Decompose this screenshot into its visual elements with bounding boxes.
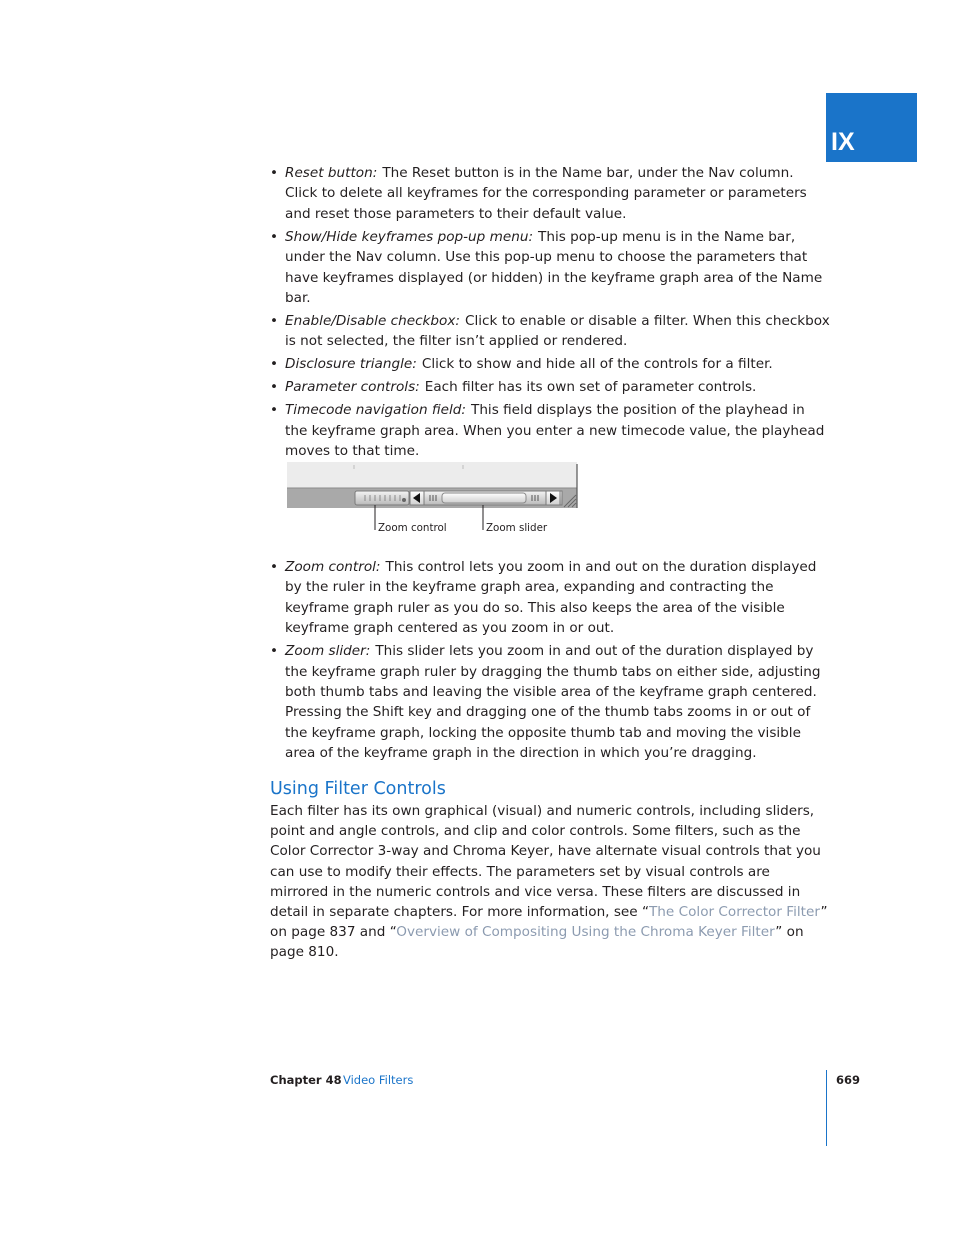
paragraph-text: Each filter has its own graphical (visual) and numeric controls, including sliders, point and angle controls, and clip and color controls. Some filters, such as the Color Corrector 3-way and Chroma Keyer, have alternate visual controls that you can use to modify their effects. The parameters set by visual controls are mirrored in the numeric controls and vice versa. These filters are discussed in detail in separate chapters. For more information, see “ bbox=[270, 803, 821, 921]
term: Disclosure triangle: bbox=[285, 356, 417, 373]
list-item-disclosure-triangle bbox=[270, 354, 830, 374]
description: Click to show and hide all of the controls for a filter. bbox=[421, 356, 773, 373]
section-paragraph bbox=[270, 801, 830, 963]
description: This pop-up menu is in the Name bar, under the Nav column. Use this pop-up menu to choose the parameters that have keyframes displayed (or hidden) in the keyframe graph area of the Name bar. bbox=[285, 228, 823, 307]
description: This control lets you zoom in and out on the duration displayed by the ruler in the keyframe graph area, expanding and contracting the keyframe graph ruler as you do so. This also keeps the area of the visible keyframe graph centered as you zoom in or out. bbox=[285, 559, 817, 637]
term: Parameter controls: bbox=[285, 379, 420, 396]
list-item-timecode-field bbox=[270, 400, 830, 461]
term: Zoom control: bbox=[285, 559, 381, 575]
term: Reset button: bbox=[285, 165, 378, 181]
term: Zoom slider: bbox=[285, 643, 371, 660]
section-tab bbox=[826, 93, 917, 162]
term: Enable/Disable checkbox: bbox=[285, 313, 460, 330]
term: Timecode navigation field: bbox=[285, 402, 467, 419]
bullet-list-bottom bbox=[270, 557, 830, 766]
page-number: 669 bbox=[836, 1073, 861, 1087]
list-item-reset-button bbox=[270, 163, 830, 224]
description: Each filter has its own set of parameter controls. bbox=[424, 379, 757, 396]
list-item-enable-disable bbox=[270, 311, 830, 352]
link-color-corrector-filter[interactable]: The Color Corrector Filter bbox=[649, 904, 821, 921]
description: The Reset button is in the Name bar, under the Nav column. Click to delete all keyframes for the corresponding parameter or parameters and reset those parameters to their default value. bbox=[285, 165, 807, 222]
footer-divider bbox=[826, 1070, 827, 1146]
bullet-list-top bbox=[270, 163, 830, 464]
list-item-show-hide-keyframes bbox=[270, 227, 830, 309]
paragraph-text: ” on page 810. bbox=[270, 924, 804, 961]
callout-label-zoom-control: Zoom control bbox=[378, 522, 447, 534]
list-item-parameter-controls bbox=[270, 377, 830, 397]
footer-chapter: Chapter 48 bbox=[270, 1073, 342, 1087]
callout-label-zoom-slider: Zoom slider bbox=[486, 522, 548, 534]
scroll-right-button[interactable] bbox=[546, 491, 560, 505]
description: Click to enable or disable a filter. When this checkbox is not selected, the filter isn’t applied or rendered. bbox=[285, 313, 830, 350]
description: This field displays the position of the playhead in the keyframe graph area. When you enter a new timecode value, the playhead moves to that time. bbox=[285, 402, 825, 460]
paragraph-text: ” on page 837 and “ bbox=[270, 904, 828, 941]
section-heading: Using Filter Controls bbox=[270, 779, 446, 799]
scroll-left-button[interactable] bbox=[410, 491, 424, 505]
zoom-slider[interactable] bbox=[424, 491, 562, 505]
list-item-zoom-slider bbox=[270, 641, 830, 763]
description: This slider lets you zoom in and out of the duration displayed by the keyframe graph ruler by dragging the thumb tabs on either side, adjusting both thumb tabs and leaving the visible area of the keyframe graph centered. Pressing the Shift key and dragging one of the thumb tabs zooms in or out of the keyframe graph, locking the opposite thumb tab and moving the visible area of the keyframe graph in the direction in which you’re dragging. bbox=[285, 643, 821, 762]
graph-area bbox=[287, 462, 577, 488]
link-chroma-keyer-overview[interactable]: Overview of Compositing Using the Chroma Keyer Filter bbox=[396, 924, 776, 941]
term: Show/Hide keyframes pop-up menu: bbox=[285, 228, 534, 245]
zoom-control[interactable] bbox=[355, 491, 409, 505]
list-item-zoom-control bbox=[270, 557, 830, 639]
section-tab-label: IX bbox=[831, 128, 855, 156]
footer-chapter-title[interactable]: Video Filters bbox=[343, 1073, 414, 1087]
